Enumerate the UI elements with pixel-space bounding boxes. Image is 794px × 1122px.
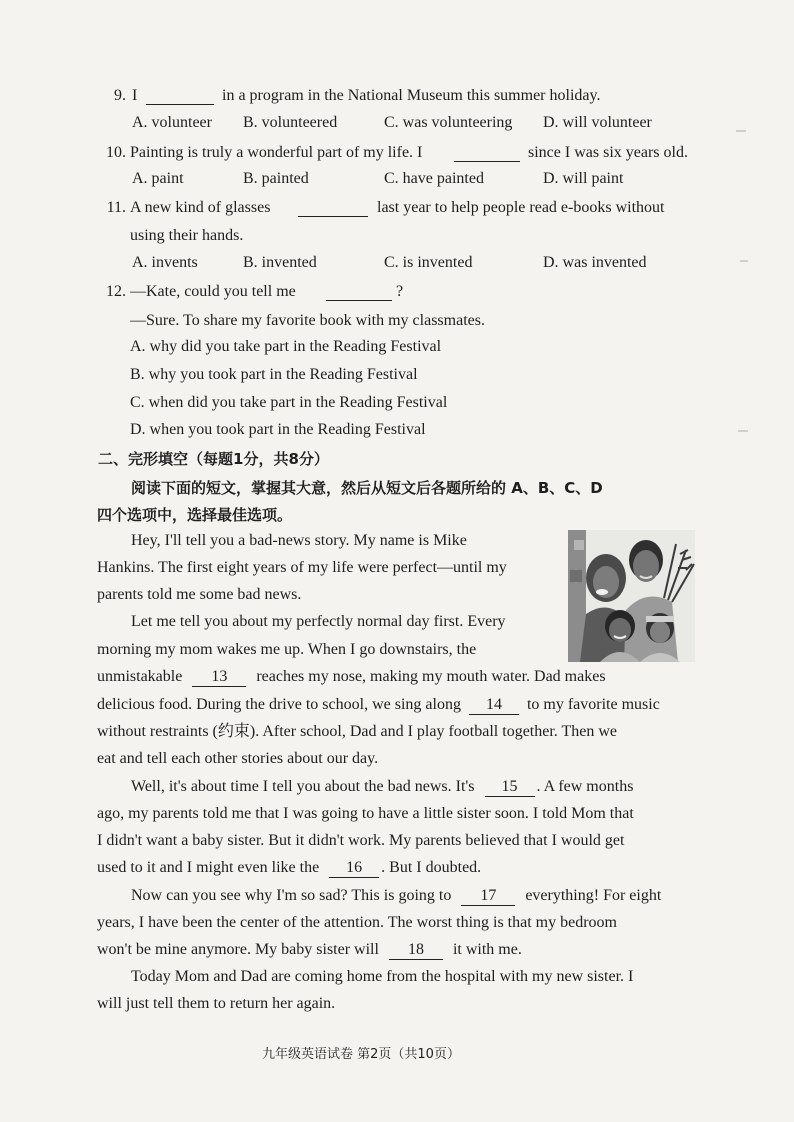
passage-line xyxy=(97,858,481,878)
passage-line: morning my mom wakes me up. When I go downstairs, the xyxy=(97,641,477,658)
question-text: last year to help people read e-books without xyxy=(377,199,665,216)
option-a: A. volunteer xyxy=(132,114,212,131)
passage-text: everything! For eight xyxy=(525,887,662,904)
scan-mark xyxy=(740,260,748,262)
option-b: B. why you took part in the Reading Festival xyxy=(130,366,418,383)
passage-text: Now can you see why I'm so sad? This is going to xyxy=(131,887,452,904)
option-a: A. invents xyxy=(132,254,198,271)
passage-text: used to it and I might even like the xyxy=(97,859,320,876)
option-c: C. have painted xyxy=(384,170,484,187)
passage-line xyxy=(97,695,660,715)
option-d: D. will paint xyxy=(543,170,624,187)
passage-text: . A few months xyxy=(536,778,634,795)
question-text: since I was six years old. xyxy=(528,144,688,161)
question-text: —Kate, could you tell me xyxy=(130,283,296,300)
option-a: A. why did you take part in the Reading Festival xyxy=(130,338,442,355)
passage-line: Hey, I'll tell you a bad-news story. My name is Mike xyxy=(131,532,467,549)
section-instructions: 四个选项中，选择最佳选项。 xyxy=(97,506,293,524)
option-b: B. painted xyxy=(243,170,309,187)
dialogue-reply: —Sure. To share my favorite book with my classmates. xyxy=(130,312,485,329)
question-text: I xyxy=(132,87,138,104)
option-c: C. when did you take part in the Reading Festival xyxy=(130,394,448,411)
option-a: A. paint xyxy=(132,170,184,187)
passage-line: will just tell them to return her again. xyxy=(97,995,336,1012)
passage-line: Let me tell you about my perfectly normal day first. Every xyxy=(131,613,506,630)
passage-line: eat and tell each other stories about our day. xyxy=(97,750,379,767)
blank-16[interactable]: 16 xyxy=(329,859,379,878)
question-number: 12. xyxy=(106,283,126,300)
blank-13[interactable]: 13 xyxy=(192,668,246,687)
scan-mark xyxy=(736,130,746,132)
passage-line xyxy=(97,667,606,687)
family-illustration xyxy=(568,530,695,662)
question-number: 9. xyxy=(114,87,126,104)
passage-line: I didn't want a baby sister. But it didn't work. My parents believed that I would get xyxy=(97,832,625,849)
passage-text: reaches my nose, making my mouth water. Dad makes xyxy=(256,668,606,685)
passage-line: years, I have been the center of the attention. The worst thing is that my bedroom xyxy=(97,914,617,931)
page-footer: 九年级英语试卷 第2页（共10页） xyxy=(262,1047,460,1062)
passage-text: it with me. xyxy=(452,941,522,958)
passage-line xyxy=(131,777,633,797)
question-number: 11. xyxy=(106,199,126,216)
option-c: C. is invented xyxy=(384,254,473,271)
option-d: D. when you took part in the Reading Festival xyxy=(130,421,426,438)
passage-text: unmistakable xyxy=(97,668,183,685)
blank-17[interactable]: 17 xyxy=(461,887,515,906)
option-d: D. will volunteer xyxy=(543,114,652,131)
scan-mark xyxy=(738,430,748,432)
option-c: C. was volunteering xyxy=(384,114,513,131)
passage-line: Today Mom and Dad are coming home from the hospital with my new sister. I xyxy=(131,968,634,985)
passage-text: won't be mine anymore. My baby sister will xyxy=(97,941,379,958)
passage-line: ago, my parents told me that I was going to have a little sister soon. I told Mom that xyxy=(97,805,634,822)
answer-blank[interactable] xyxy=(146,90,214,105)
option-b: B. volunteered xyxy=(243,114,338,131)
passage-line xyxy=(97,940,522,960)
question-text: Painting is truly a wonderful part of my life. I xyxy=(130,144,423,161)
answer-blank[interactable] xyxy=(298,202,368,217)
question-text: in a program in the National Museum this summer holiday. xyxy=(222,87,601,104)
passage-line: Hankins. The first eight years of my life were perfect—until my xyxy=(97,559,507,576)
blank-15[interactable]: 15 xyxy=(485,778,535,797)
answer-blank[interactable] xyxy=(454,147,520,162)
option-b: B. invented xyxy=(243,254,317,271)
passage-line: without restraints (约束). After school, Dad and I play football together. Then we xyxy=(97,723,618,740)
passage-text: . But I doubted. xyxy=(381,859,482,876)
passage-text: Well, it's about time I tell you about the bad news. It's xyxy=(131,778,475,795)
question-text-line2: using their hands. xyxy=(130,227,244,244)
passage-text: to my favorite music xyxy=(526,696,660,713)
section-title: 二、完形填空（每题1分，共8分） xyxy=(98,450,329,468)
option-d: D. was invented xyxy=(543,254,647,271)
section-instructions: 阅读下面的短文，掌握其大意，然后从短文后各题所给的 A、B、C、D xyxy=(131,479,603,497)
passage-line: parents told me some bad news. xyxy=(97,586,302,603)
blank-18[interactable]: 18 xyxy=(389,941,443,960)
answer-blank[interactable] xyxy=(326,286,392,301)
question-number: 10. xyxy=(106,144,126,161)
question-text: A new kind of glasses xyxy=(130,199,271,216)
passage-line xyxy=(131,886,661,906)
question-text: ? xyxy=(396,283,404,300)
passage-text: delicious food. During the drive to school, we sing along xyxy=(97,696,461,713)
blank-14[interactable]: 14 xyxy=(469,696,519,715)
